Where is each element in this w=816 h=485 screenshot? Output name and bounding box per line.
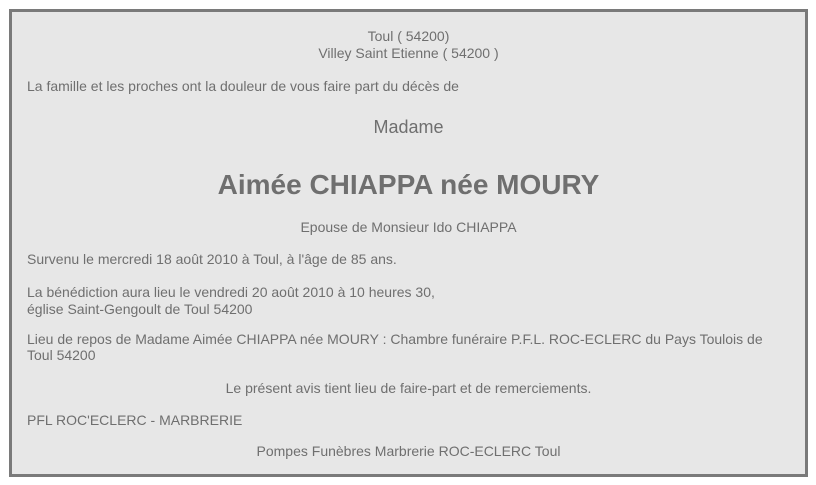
intro-text: La famille et les proches ont la douleur de vous faire part du décès de [27, 78, 459, 94]
company-line: PFL ROC'ECLERC - MARBRERIE [27, 412, 243, 428]
deceased-name: Aimée CHIAPPA née MOURY [217, 169, 600, 200]
rest-place: Lieu de repos de Madame Aimée CHIAPPA née MOURY : Chambre funéraire P.F.L. ROC-ECLERC du Pays Toulois de Toul 54200 [27, 331, 763, 363]
death-info: Survenu le mercredi 18 août 2010 à Toul, à l'âge de 85 ans. [27, 251, 397, 267]
header-city: Toul ( 54200) [367, 28, 450, 44]
notice-statement: Le présent avis tient lieu de faire-part et de remerciements. [225, 380, 592, 396]
spouse-line: Epouse de Monsieur Ido CHIAPPA [300, 219, 517, 235]
funeral-home: Pompes Funèbres Marbrerie ROC-ECLERC Toul [256, 443, 561, 459]
obituary-notice [9, 9, 808, 477]
blessing-line-1: La bénédiction aura lieu le vendredi 20 août 2010 à 10 heures 30, [27, 284, 435, 300]
blessing-line-2: église Saint-Gengoult de Toul 54200 [27, 301, 253, 317]
header-village: Villey Saint Etienne ( 54200 ) [318, 45, 499, 61]
deceased-title: Madame [373, 117, 444, 137]
